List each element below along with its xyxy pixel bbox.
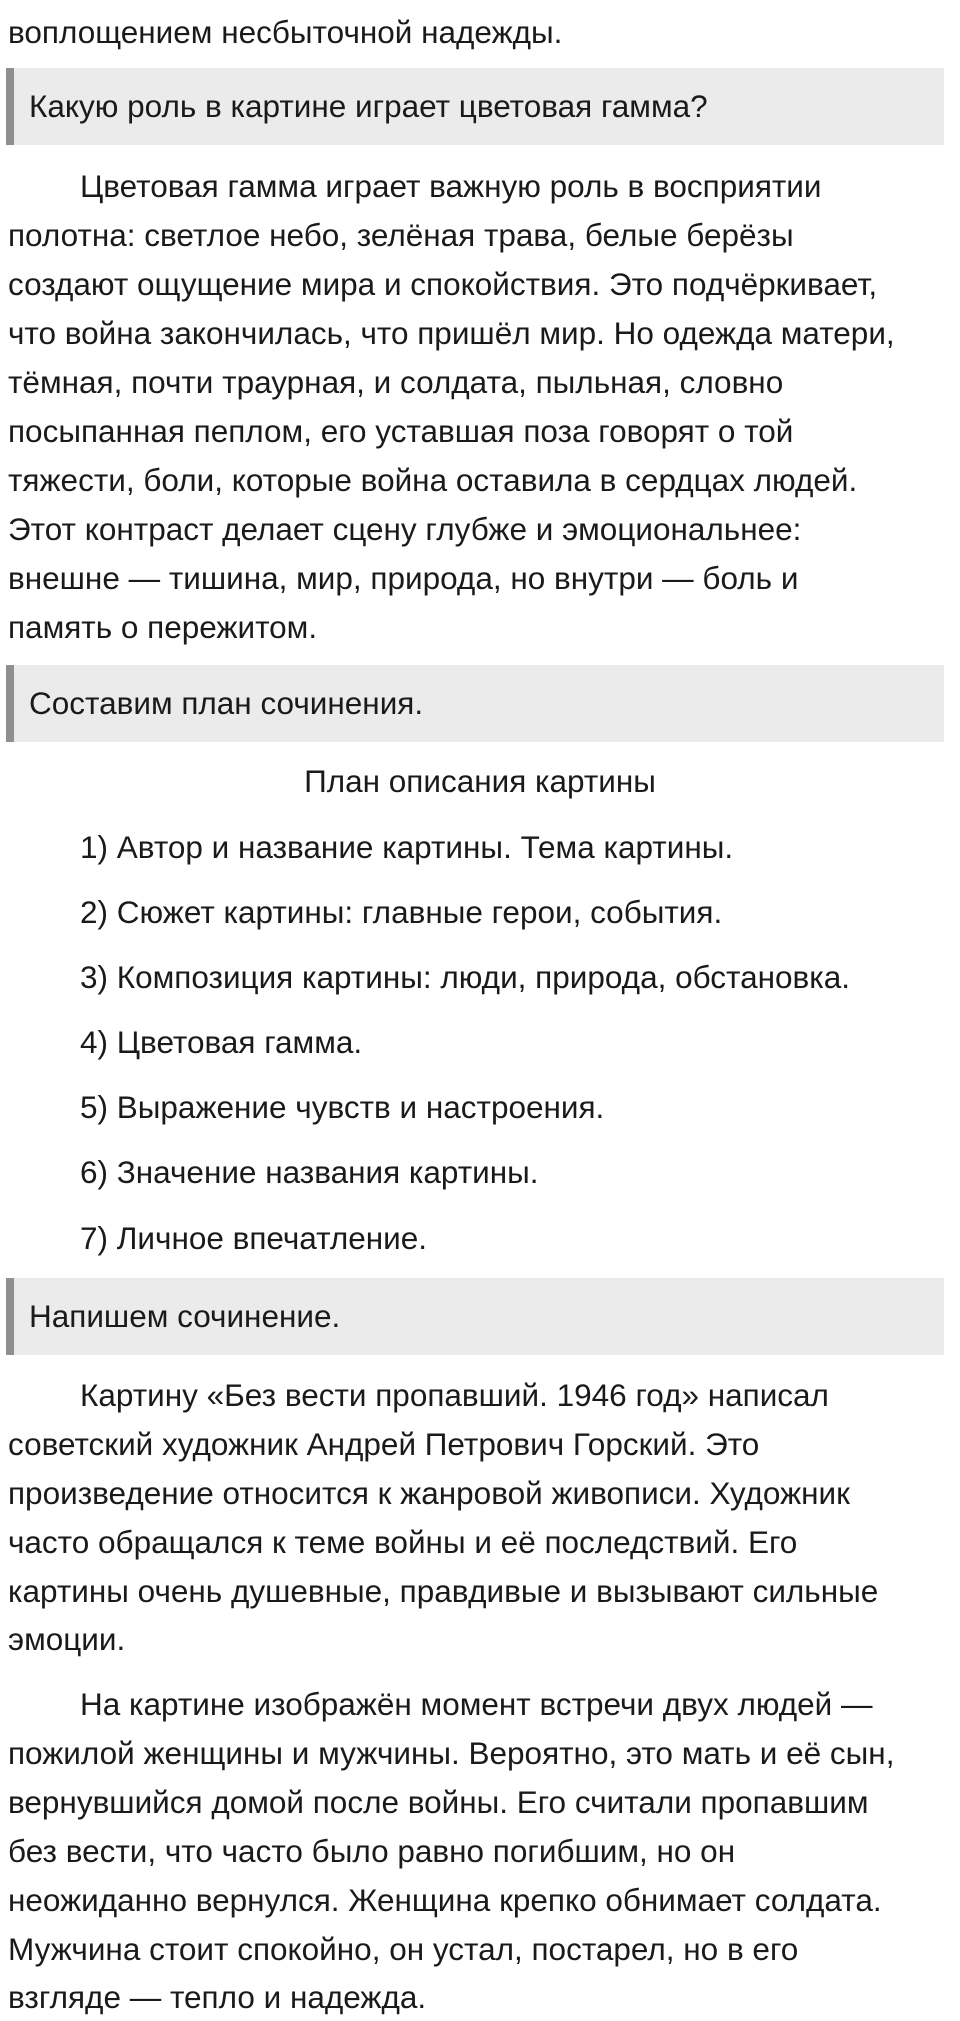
top-fragment-text: воплощением несбыточной надежды. xyxy=(8,14,563,50)
paragraph-line: На картине изображён момент встречи двух людей — xyxy=(80,1686,873,1722)
paragraph-line: неожиданно вернулся. Женщина крепко обнимает солдата. xyxy=(8,1882,882,1918)
plan-item: 6) Значение названия картины. xyxy=(80,1154,539,1190)
plan-item: 2) Сюжет картины: главные герои, события. xyxy=(80,894,723,930)
paragraph-line: картины очень душевные, правдивые и вызывают сильные xyxy=(8,1573,879,1609)
question-heading: Какую роль в картине играет цветовая гамма? xyxy=(29,88,708,124)
paragraph-line: без вести, что часто было равно погибшим, но он xyxy=(8,1833,736,1869)
paragraph-line: что война закончилась, что пришёл мир. Но одежда матери, xyxy=(8,315,895,351)
paragraph-line: Мужчина стоит спокойно, он устал, постарел, но в его xyxy=(8,1931,799,1967)
plan-heading-bar xyxy=(6,665,944,742)
paragraph-line: создают ощущение мира и спокойствия. Это подчёркивает, xyxy=(8,266,878,302)
paragraph-line: Этот контраст делает сцену глубже и эмоциональнее: xyxy=(8,511,802,547)
plan-heading: Составим план сочинения. xyxy=(29,685,424,721)
paragraph-line: пожилой женщины и мужчины. Вероятно, это мать и её сын, xyxy=(8,1735,895,1771)
plan-item: 5) Выражение чувств и настроения. xyxy=(80,1089,605,1125)
paragraph-line: Картину «Без вести пропавший. 1946 год» написал xyxy=(80,1377,829,1413)
paragraph-line: Цветовая гамма играет важную роль в восприятии xyxy=(80,168,822,204)
plan-item: 7) Личное впечатление. xyxy=(80,1220,428,1256)
paragraph-line: посыпанная пеплом, его уставшая поза говорят о той xyxy=(8,413,794,449)
question-heading-bar xyxy=(6,68,944,145)
plan-item: 1) Автор и название картины. Тема картины. xyxy=(80,829,734,865)
paragraph-line: вернувшийся домой после войны. Его считали пропавшим xyxy=(8,1784,869,1820)
paragraph-line: произведение относится к жанровой живописи. Художник xyxy=(8,1475,850,1511)
plan-title: План описания картины xyxy=(304,763,656,799)
paragraph-line: советский художник Андрей Петрович Горский. Это xyxy=(8,1426,760,1462)
paragraph-line: тёмная, почти траурная, и солдата, пыльная, словно xyxy=(8,364,784,400)
plan-item: 4) Цветовая гамма. xyxy=(80,1024,363,1060)
plan-item: 3) Композиция картины: люди, природа, обстановка. xyxy=(80,959,851,995)
paragraph-line: память о пережитом. xyxy=(8,609,318,645)
essay-heading-bar xyxy=(6,1278,944,1355)
paragraph-line: эмоции. xyxy=(8,1621,126,1657)
paragraph-line: взгляде — тепло и надежда. xyxy=(8,1979,427,2015)
paragraph-line: полотна: светлое небо, зелёная трава, белые берёзы xyxy=(8,217,794,253)
essay-heading: Напишем сочинение. xyxy=(29,1298,341,1334)
paragraph-line: внешне — тишина, мир, природа, но внутри — боль и xyxy=(8,560,799,596)
paragraph-line: тяжести, боли, которые война оставила в сердцах людей. xyxy=(8,462,858,498)
paragraph-line: часто обращался к теме войны и её последствий. Его xyxy=(8,1524,798,1560)
